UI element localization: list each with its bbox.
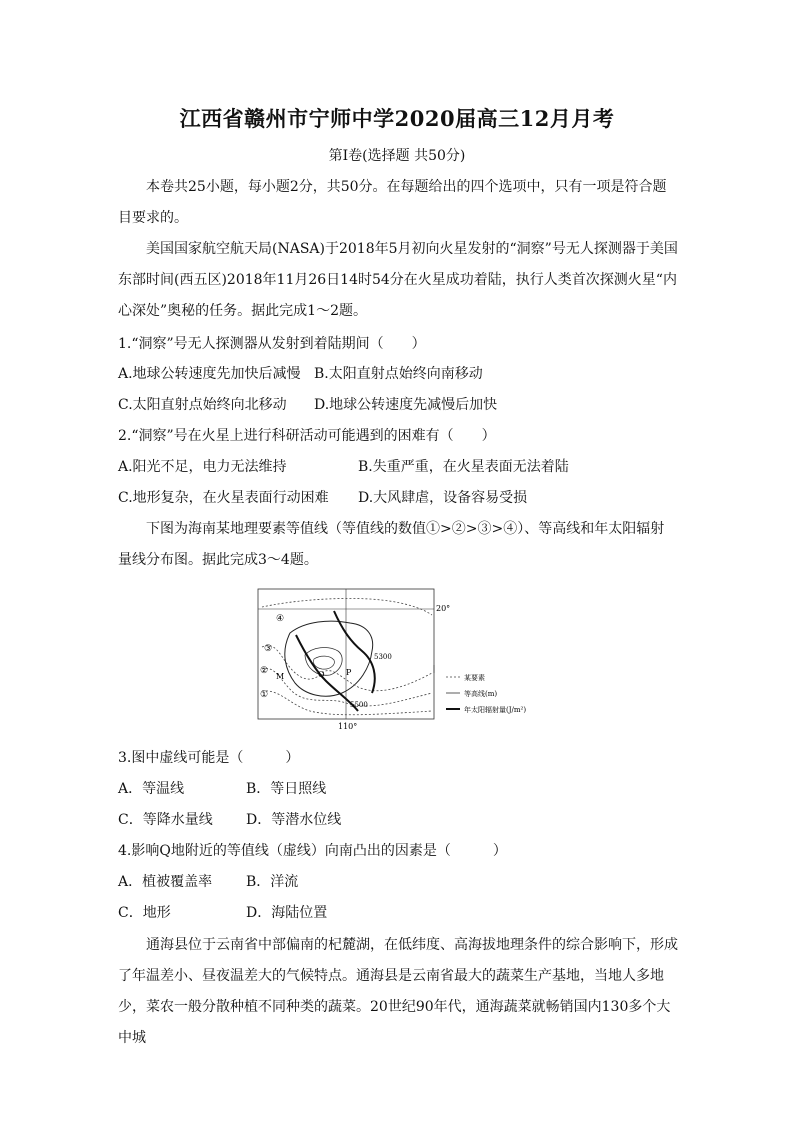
question-1-option-d: D.地球公转速度先减慢后加快	[314, 397, 498, 413]
question-3-stem: 3.图中虚线可能是（ ）	[118, 750, 300, 766]
isoline-mark-2: ②	[260, 666, 269, 676]
question-3-option-b: B．等日照线	[246, 781, 327, 797]
question-3-option-d: D．等潜水位线	[246, 812, 342, 828]
question-3-option-a: A．等温线	[118, 781, 185, 797]
passage-tonghai: 通海县位于云南省中部偏南的杞麓湖，在低纬度、高海拔地理条件的综合影响下，形成了年温差小、昼夜温差大的气候特点。通海县是云南省最大的蔬菜生产基地，当地人多地少，菜农一般分散种植不同种类的蔬菜。20世纪90年代，通海蔬菜就畅销国内130多个大中城	[118, 937, 678, 1046]
question-4-option-a: A．植被覆盖率	[118, 874, 213, 890]
question-2-option-a: A.阳光不足，电力无法维持	[118, 459, 287, 475]
question-2-option-b: B.失重严重，在火星表面无法着陆	[358, 459, 569, 475]
hainan-isoline-map	[250, 585, 550, 733]
passage-insight: 美国国家航空航天局(NASA)于2018年5月初向火星发射的“洞察”号无人探测器于美国东部时间(西五区)2018年11月26日14时54分在火星成功着陆，执行人类首次探测火星“内心深处”奥秘的任务。据此完成1～2题。	[118, 241, 678, 319]
exam-title: 江西省赣州市宁师中学2020届高三12月月考	[179, 106, 615, 131]
lat-label: 20°	[436, 604, 451, 613]
question-4-option-b: B．洋流	[246, 874, 299, 890]
question-1-option-c: C.太阳直射点始终向北移动	[118, 397, 287, 413]
question-4-stem: 4.影响Q地附近的等值线（虚线）向南凸出的因素是（ ）	[118, 843, 507, 859]
isoline-mark-3: ③	[264, 644, 273, 654]
question-4-option-c: C．地形	[118, 905, 171, 921]
radiation-value-5300: 5300	[374, 653, 392, 661]
legend-radiation: 年太阳辐射量(J/m²)	[464, 706, 527, 714]
question-3-option-c: C．等降水量线	[118, 812, 213, 828]
point-q-label: Q	[318, 670, 325, 679]
isoline-mark-1: ①	[260, 690, 269, 700]
question-2-stem: 2.“洞察”号在火星上进行科研活动可能遇到的困难有（ ）	[118, 428, 496, 444]
isoline-4	[262, 598, 432, 615]
section-subtitle: 第Ⅰ卷(选择题 共50分)	[328, 148, 466, 164]
point-p-label: P	[346, 668, 352, 677]
question-4-option-d: D．海陆位置	[246, 905, 328, 921]
question-2-option-d: D.大风肆虐，设备容易受损	[358, 490, 528, 506]
question-1-option-b: B.太阳直射点始终向南移动	[314, 366, 483, 382]
legend-element: 某要素	[464, 674, 485, 682]
radiation-value-5500: 5500	[350, 701, 368, 709]
point-m-label: M	[276, 672, 285, 681]
question-1-option-a: A.地球公转速度先加快后减慢	[118, 366, 301, 382]
legend-contour: 等高线(m)	[464, 690, 498, 698]
isoline-1	[262, 691, 432, 715]
isoline-mark-4: ④	[276, 614, 285, 624]
lon-label: 110°	[338, 722, 358, 731]
passage-hainan: 下图为海南某地理要素等值线（等值线的数值①>②>③>④）、等高线和年太阳辐射量线分布图。据此完成3～4题。	[118, 521, 665, 568]
contour-line	[313, 656, 334, 669]
intro-paragraph: 本卷共25小题，每小题2分，共50分。在每题给出的四个选项中，只有一项是符合题目要求的。	[118, 179, 667, 226]
question-2-option-c: C.地形复杂，在火星表面行动困难	[118, 490, 329, 506]
question-1-stem: 1.“洞察”号无人探测器从发射到着陆期间（ ）	[118, 336, 426, 352]
